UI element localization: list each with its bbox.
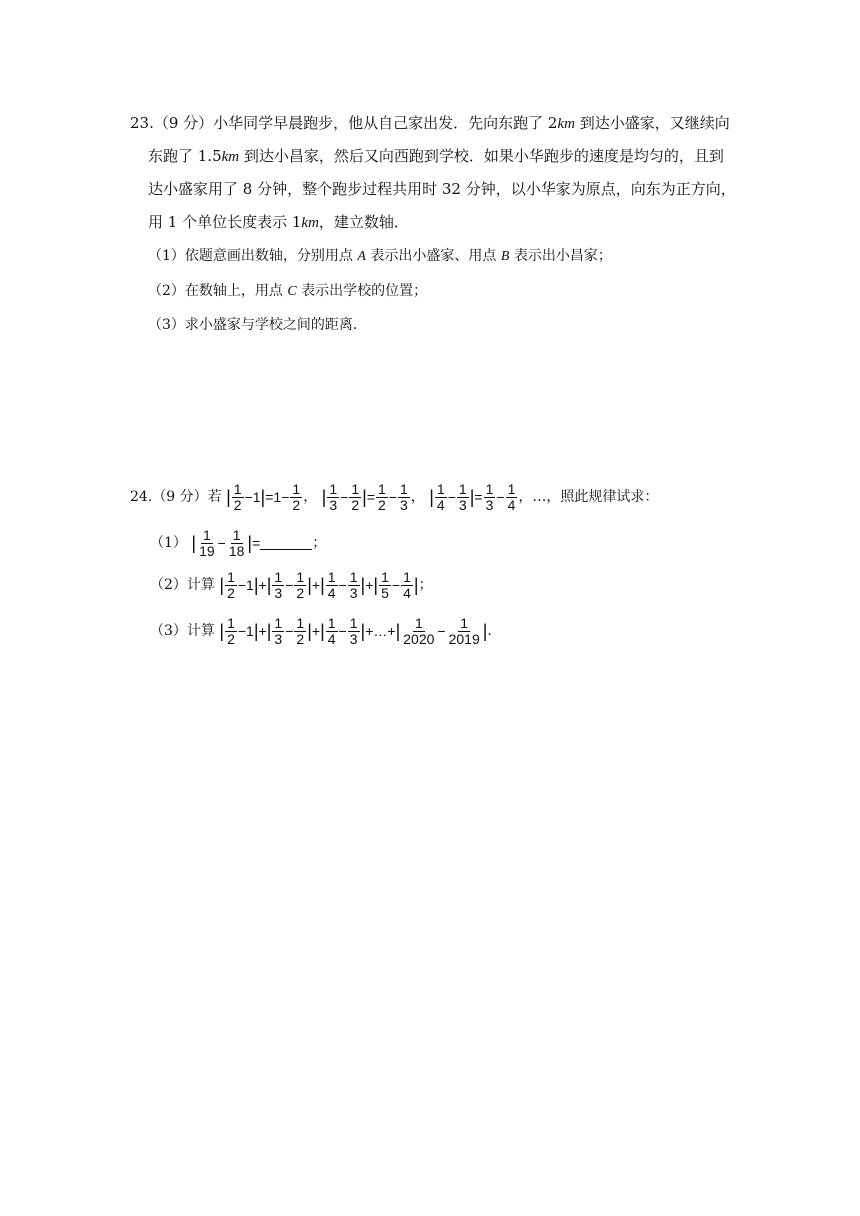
fraction: $\frac{1}{2}$	[378, 480, 386, 513]
q24-text: ，照此规律试求：	[546, 489, 659, 505]
abs-bar: |	[360, 575, 366, 595]
plus-sign: +	[365, 577, 374, 593]
minus-sign: −	[237, 623, 247, 639]
sub-number: （3）计算	[150, 623, 215, 639]
abs-bar: |	[253, 621, 259, 641]
answer-blank[interactable]	[260, 537, 312, 550]
fraction: $\frac{1}{2}$	[292, 480, 301, 513]
abs-bar: |	[307, 621, 312, 641]
fraction: $\frac{1}{3}$	[349, 614, 358, 647]
number: 1	[273, 489, 282, 505]
q23-text: 用 1 个单位长度表示 1	[148, 213, 302, 231]
q24-sub-3	[150, 614, 501, 648]
q24-intro	[130, 480, 658, 514]
fraction: $\frac{1}{3}$	[485, 480, 494, 513]
q24-text: 24.（9 分）若	[130, 489, 222, 505]
abs-bar: |	[373, 575, 379, 595]
abs-bar: |	[469, 487, 475, 507]
abs-bar: |	[253, 575, 259, 595]
fraction: $\frac{1}{2}$	[351, 480, 360, 513]
minus-sign: −	[496, 489, 505, 505]
q23-sub-1	[148, 245, 612, 268]
q23-text: （3）求小盛家与学校之间的距离．	[148, 317, 367, 333]
fraction: $\frac{1}{3}$	[349, 568, 358, 601]
plus-sign: +	[258, 623, 267, 639]
minus-sign: −	[338, 577, 347, 593]
equals-sign: =	[366, 489, 375, 505]
number: 1	[252, 489, 261, 505]
abs-bar: |	[320, 575, 325, 595]
q23-text: 表示出小昌家；	[509, 248, 612, 264]
fraction: $\frac{1}{2}$	[233, 480, 242, 513]
q23-text: 达小盛家用了 8 分钟，整个跑步过程共用时 32 分钟，以小华家为原点，向东为正方向，	[148, 180, 736, 198]
q23-text: 东跑了 1.5	[148, 147, 222, 165]
abs-bar: |	[260, 487, 266, 507]
abs-bar: |	[266, 575, 272, 595]
fraction: $\frac{1}{2}$	[227, 568, 235, 601]
q23-line-4	[148, 211, 409, 234]
semicolon: ；	[418, 577, 433, 593]
abs-bar: |	[413, 575, 419, 595]
number: 1	[246, 623, 254, 639]
comma: ，	[303, 489, 318, 505]
plus-ellipsis: +…+	[365, 623, 396, 639]
ellipsis: …	[532, 489, 547, 505]
abs-bar: |	[320, 621, 325, 641]
minus-sign: −	[285, 623, 294, 639]
abs-bar: |	[219, 575, 225, 595]
unit-km: km	[557, 116, 575, 132]
fraction: $\frac{1}{3}$	[399, 480, 408, 513]
q23-text: （1）依题意画出数轴，分别用点	[148, 248, 358, 264]
equals-sign: =	[474, 489, 483, 505]
fraction: $\frac{1}{4}$	[403, 568, 411, 601]
minus-sign: −	[285, 577, 294, 593]
minus-sign: −	[244, 489, 253, 505]
q23-text: 到达小盛家，又继续向	[574, 114, 730, 132]
fraction: $\frac{1}{3}$	[458, 480, 467, 513]
equals-sign: =	[252, 535, 261, 551]
q24-sub-1	[150, 526, 326, 560]
fraction: $\frac{1}{4}$	[327, 568, 336, 601]
comma: ，	[518, 489, 533, 505]
fraction: $\frac{1}{3}$	[274, 614, 283, 647]
q23-text: 23.（9 分）小华同学早晨跑步，他从自己家出发．先向东跑了 2	[130, 114, 558, 132]
comma: ，	[410, 489, 425, 505]
q23-text: ，建立数轴．	[318, 213, 409, 231]
fraction: $\frac{1}{19}$	[199, 526, 215, 559]
semicolon: ；	[312, 535, 327, 551]
minus-sign: −	[437, 623, 446, 639]
minus-sign: −	[340, 489, 349, 505]
abs-bar: |	[395, 621, 401, 641]
fraction: $\frac{1}{4}$	[327, 614, 336, 647]
q23-line-1	[130, 112, 730, 135]
plus-sign: +	[311, 577, 321, 593]
point-b: B	[500, 249, 510, 264]
fraction: $\frac{1}{18}$	[228, 526, 245, 559]
minus-sign: −	[447, 489, 456, 505]
minus-sign: −	[338, 623, 347, 639]
unit-km: km	[221, 149, 240, 165]
abs-bar: |	[226, 487, 231, 507]
abs-bar: |	[482, 621, 488, 641]
minus-sign: −	[281, 489, 290, 505]
fraction: $\frac{1}{2}$	[227, 614, 235, 647]
fraction: $\frac{1}{4}$	[436, 480, 445, 513]
abs-bar: |	[429, 487, 434, 507]
fraction: $\frac{1}{3}$	[274, 568, 283, 601]
abs-bar: |	[247, 533, 253, 553]
plus-sign: +	[258, 577, 267, 593]
minus-sign: −	[237, 577, 247, 593]
q23-sub-3	[148, 314, 367, 336]
fraction: $\frac{1}{2019}$	[448, 614, 480, 647]
abs-bar: |	[360, 621, 366, 641]
q23-line-3	[148, 178, 736, 200]
plus-sign: +	[311, 623, 321, 639]
q23-line-2	[148, 145, 724, 168]
q23-sub-2	[148, 280, 427, 303]
fraction: $\frac{1}{5}$	[381, 568, 389, 601]
q23-text: 到达小昌家，然后又向西跑到学校．如果小华跑步的速度是均匀的，且到	[239, 147, 724, 165]
q24-sub-2	[150, 568, 433, 602]
abs-bar: |	[191, 533, 197, 553]
minus-sign: −	[388, 489, 397, 505]
sub-number: （1）	[150, 535, 187, 551]
q23-text: 表示出学校的位置；	[296, 283, 428, 299]
number: 1	[246, 577, 254, 593]
abs-bar: |	[362, 487, 367, 507]
unit-km: km	[301, 215, 319, 231]
minus-sign: −	[391, 577, 401, 593]
abs-bar: |	[219, 621, 225, 641]
fraction: $\frac{1}{2}$	[296, 568, 305, 601]
minus-sign: −	[217, 535, 226, 551]
fraction: $\frac{1}{3}$	[329, 480, 338, 513]
q23-text: 表示出小盛家、用点	[365, 248, 501, 264]
abs-bar: |	[266, 621, 272, 641]
abs-bar: |	[321, 487, 327, 507]
point-a: A	[357, 249, 366, 264]
fraction: $\frac{1}{2}$	[296, 614, 305, 647]
q23-text: （2）在数轴上，用点	[148, 283, 288, 299]
fraction: $\frac{1}{4}$	[507, 480, 516, 513]
period: ．	[487, 623, 502, 639]
equals-sign: =	[265, 489, 274, 505]
sub-number: （2）计算	[150, 577, 215, 593]
abs-bar: |	[307, 575, 312, 595]
point-c: C	[287, 284, 297, 299]
fraction: $\frac{1}{2020}$	[403, 614, 435, 647]
